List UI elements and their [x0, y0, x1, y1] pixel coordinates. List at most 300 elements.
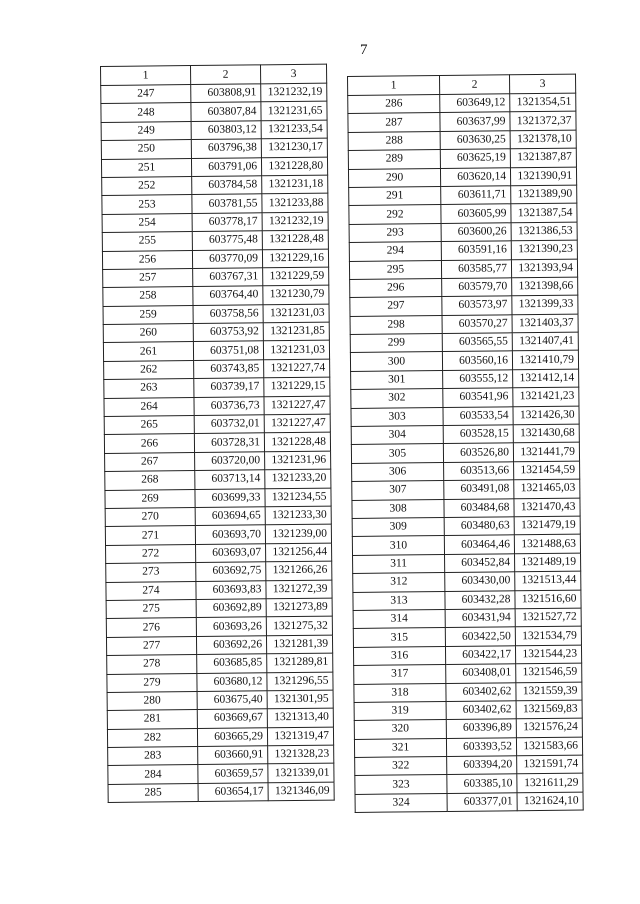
y-coordinate-cell: 1321489,19 [515, 553, 581, 572]
x-coordinate-cell: 603600,26 [441, 223, 511, 242]
x-coordinate-cell: 603591,16 [441, 241, 511, 260]
x-coordinate-cell: 603778,17 [192, 213, 262, 232]
y-coordinate-cell: 1321403,37 [512, 314, 578, 333]
point-number-cell: 248 [101, 103, 191, 122]
point-number-cell: 274 [106, 581, 196, 600]
y-coordinate-cell: 1321231,03 [263, 304, 329, 323]
header-col-2: 2 [191, 65, 261, 85]
point-number-cell: 258 [103, 287, 193, 306]
point-number-cell: 309 [352, 517, 444, 536]
table-row [106, 616, 332, 637]
table-row [105, 451, 331, 472]
x-coordinate-cell: 603394,20 [447, 756, 517, 775]
table-row [108, 745, 334, 766]
y-coordinate-cell: 1321233,30 [265, 506, 331, 525]
x-coordinate-cell: 603377,01 [447, 793, 517, 812]
y-coordinate-cell: 1321228,48 [264, 433, 330, 452]
point-number-cell: 288 [348, 131, 440, 150]
point-number-cell: 273 [106, 563, 196, 582]
x-coordinate-cell: 603385,10 [447, 774, 517, 793]
y-coordinate-cell: 1321426,30 [513, 406, 579, 425]
table-row [107, 690, 333, 711]
x-coordinate-cell: 603753,92 [193, 323, 263, 342]
table-row [108, 782, 334, 803]
point-number-cell: 261 [103, 342, 193, 361]
y-coordinate-cell: 1321228,48 [262, 230, 328, 249]
table-row [348, 111, 576, 132]
x-coordinate-cell: 603560,16 [442, 351, 512, 370]
table-row [349, 222, 577, 243]
point-number-cell: 275 [106, 599, 196, 618]
table-row [350, 314, 578, 335]
header-col-3: 3 [509, 74, 575, 94]
x-coordinate-cell: 603669,67 [197, 709, 267, 728]
header-col-3: 3 [260, 64, 326, 84]
table-row [105, 488, 331, 509]
y-coordinate-cell: 1321441,79 [513, 443, 579, 462]
table-row [102, 249, 328, 270]
point-number-cell: 250 [101, 140, 191, 159]
table-row [107, 708, 333, 729]
y-coordinate-cell: 1321527,72 [515, 608, 581, 627]
y-coordinate-cell: 1321454,59 [514, 461, 580, 480]
y-coordinate-cell: 1321624,10 [517, 792, 583, 811]
point-number-cell: 272 [106, 544, 196, 563]
y-coordinate-cell: 1321399,33 [512, 295, 578, 314]
x-coordinate-cell: 603693,07 [196, 544, 266, 563]
table-row [354, 737, 582, 758]
table-row [105, 469, 331, 490]
y-coordinate-cell: 1321281,39 [266, 635, 332, 654]
table-row [350, 277, 578, 298]
x-coordinate-cell: 603713,14 [195, 470, 265, 489]
x-coordinate-cell: 603728,31 [194, 433, 264, 452]
table-row [106, 598, 332, 619]
x-coordinate-cell: 603659,57 [198, 764, 268, 783]
point-number-cell: 312 [353, 573, 445, 592]
y-coordinate-cell: 1321339,01 [268, 764, 334, 783]
point-number-cell: 282 [107, 728, 197, 747]
y-coordinate-cell: 1321346,09 [268, 782, 334, 801]
table-row [354, 682, 582, 703]
table-row [104, 359, 330, 380]
table-row [348, 167, 576, 188]
point-number-cell: 307 [352, 481, 444, 500]
x-coordinate-cell: 603791,06 [191, 157, 261, 176]
point-number-cell: 297 [350, 297, 442, 316]
y-coordinate-cell: 1321393,94 [511, 259, 577, 278]
point-number-cell: 280 [107, 691, 197, 710]
table-row [106, 543, 332, 564]
x-coordinate-cell: 603675,40 [197, 691, 267, 710]
x-coordinate-cell: 603803,12 [191, 121, 261, 140]
x-coordinate-cell: 603739,17 [194, 378, 264, 397]
x-coordinate-cell: 603693,83 [196, 580, 266, 599]
y-coordinate-cell: 1321513,44 [515, 571, 581, 590]
x-coordinate-cell: 603605,99 [441, 204, 511, 223]
table-row [351, 406, 579, 427]
y-coordinate-cell: 1321233,54 [261, 120, 327, 139]
table-row [352, 479, 580, 500]
y-coordinate-cell: 1321591,74 [517, 755, 583, 774]
x-coordinate-cell: 603665,29 [197, 727, 267, 746]
x-coordinate-cell: 603620,14 [440, 167, 510, 186]
x-coordinate-cell: 603393,52 [446, 737, 516, 756]
point-number-cell: 314 [353, 609, 445, 628]
y-coordinate-cell: 1321534,79 [515, 626, 581, 645]
y-coordinate-cell: 1321233,88 [262, 193, 328, 212]
x-coordinate-cell: 603630,25 [440, 131, 510, 150]
table-header-row [101, 64, 327, 85]
point-number-cell: 269 [105, 489, 195, 508]
y-coordinate-cell: 1321387,87 [510, 148, 576, 167]
table-header-row [348, 74, 576, 95]
point-number-cell: 267 [105, 452, 195, 471]
table-row [355, 774, 583, 795]
y-coordinate-cell: 1321412,14 [513, 369, 579, 388]
y-coordinate-cell: 1321398,66 [512, 277, 578, 296]
point-number-cell: 296 [350, 278, 442, 297]
x-coordinate-cell: 603736,73 [194, 396, 264, 415]
coordinates-table-right [347, 74, 584, 814]
y-coordinate-cell: 1321569,83 [516, 700, 582, 719]
y-coordinate-cell: 1321421,23 [513, 387, 579, 406]
table-row [353, 645, 581, 666]
table-row [107, 727, 333, 748]
point-number-cell: 271 [105, 526, 195, 545]
x-coordinate-cell: 603796,38 [191, 139, 261, 158]
point-number-cell: 251 [101, 158, 191, 177]
table-row [354, 718, 582, 739]
x-coordinate-cell: 603431,94 [445, 609, 515, 628]
table-row [352, 516, 580, 537]
y-coordinate-cell: 1321583,66 [516, 737, 582, 756]
point-number-cell: 265 [104, 416, 194, 435]
x-coordinate-cell: 603408,01 [446, 664, 516, 683]
point-number-cell: 295 [349, 260, 441, 279]
y-coordinate-cell: 1321229,16 [262, 249, 328, 268]
y-coordinate-cell: 1321410,79 [512, 351, 578, 370]
x-coordinate-cell: 603781,55 [192, 194, 262, 213]
table-row [105, 524, 331, 545]
point-number-cell: 313 [353, 591, 445, 610]
point-number-cell: 263 [104, 379, 194, 398]
table-row [348, 148, 576, 169]
y-coordinate-cell: 1321231,65 [261, 102, 327, 121]
x-coordinate-cell: 603422,50 [445, 627, 515, 646]
x-coordinate-cell: 603784,58 [192, 176, 262, 195]
y-coordinate-cell: 1321470,43 [514, 498, 580, 517]
y-coordinate-cell: 1321229,15 [264, 377, 330, 396]
y-coordinate-cell: 1321390,91 [510, 167, 576, 186]
point-number-cell: 256 [102, 250, 192, 269]
x-coordinate-cell: 603541,96 [443, 388, 513, 407]
y-coordinate-cell: 1321465,03 [514, 479, 580, 498]
page-number: 7 [360, 42, 368, 58]
x-coordinate-cell: 603720,00 [195, 452, 265, 471]
point-number-cell: 257 [103, 268, 193, 287]
table-row [107, 672, 333, 693]
y-coordinate-cell: 1321227,47 [264, 414, 330, 433]
x-coordinate-cell: 603452,84 [445, 554, 515, 573]
x-coordinate-cell: 603491,08 [444, 480, 514, 499]
x-coordinate-cell: 603743,85 [194, 360, 264, 379]
x-coordinate-cell: 603732,01 [194, 415, 264, 434]
x-coordinate-cell: 603808,91 [191, 84, 261, 103]
table-row [348, 130, 576, 151]
point-number-cell: 249 [101, 121, 191, 140]
point-number-cell: 308 [352, 499, 444, 518]
table-row [349, 185, 577, 206]
point-number-cell: 279 [107, 673, 197, 692]
point-number-cell: 300 [350, 352, 442, 371]
y-coordinate-cell: 1321275,32 [266, 616, 332, 635]
y-coordinate-cell: 1321488,63 [514, 534, 580, 553]
point-number-cell: 264 [104, 397, 194, 416]
table-row [101, 120, 327, 141]
x-coordinate-cell: 603692,75 [196, 562, 266, 581]
point-number-cell: 324 [355, 793, 447, 812]
y-coordinate-cell: 1321296,55 [267, 672, 333, 691]
x-coordinate-cell: 603625,19 [440, 149, 510, 168]
x-coordinate-cell: 603693,70 [195, 525, 265, 544]
y-coordinate-cell: 1321387,54 [511, 203, 577, 222]
table-row [103, 322, 329, 343]
y-coordinate-cell: 1321231,96 [265, 451, 331, 470]
x-coordinate-cell: 603484,68 [444, 498, 514, 517]
y-coordinate-cell: 1321372,37 [510, 111, 576, 130]
x-coordinate-cell: 603526,80 [443, 443, 513, 462]
header-col-1: 1 [348, 76, 440, 96]
x-coordinate-cell: 603692,89 [196, 599, 266, 618]
point-number-cell: 290 [348, 168, 440, 187]
point-number-cell: 317 [354, 665, 446, 684]
y-coordinate-cell: 1321232,19 [261, 83, 327, 102]
y-coordinate-cell: 1321576,24 [516, 718, 582, 737]
y-coordinate-cell: 1321546,59 [516, 663, 582, 682]
y-coordinate-cell: 1321231,85 [263, 322, 329, 341]
table-row [348, 93, 576, 114]
y-coordinate-cell: 1321386,53 [511, 222, 577, 241]
point-number-cell: 281 [107, 710, 197, 729]
point-number-cell: 255 [102, 232, 192, 251]
y-coordinate-cell: 1321390,23 [511, 240, 577, 259]
table-row [104, 433, 330, 454]
point-number-cell: 291 [349, 186, 441, 205]
y-coordinate-cell: 1321239,00 [265, 524, 331, 543]
table-row [102, 193, 328, 214]
table-row [354, 700, 582, 721]
point-number-cell: 320 [354, 720, 446, 739]
point-number-cell: 299 [350, 334, 442, 353]
y-coordinate-cell: 1321256,44 [266, 543, 332, 562]
table-row [101, 138, 327, 159]
x-coordinate-cell: 603402,62 [446, 701, 516, 720]
point-number-cell: 304 [351, 426, 443, 445]
point-number-cell: 247 [101, 85, 191, 104]
x-coordinate-cell: 603660,91 [198, 746, 268, 765]
table-row [103, 285, 329, 306]
y-coordinate-cell: 1321230,17 [261, 138, 327, 157]
x-coordinate-cell: 603573,97 [442, 296, 512, 315]
point-number-cell: 298 [350, 315, 442, 334]
y-coordinate-cell: 1321319,47 [267, 727, 333, 746]
table-row [355, 755, 583, 776]
table-row [104, 377, 330, 398]
x-coordinate-cell: 603693,26 [196, 617, 266, 636]
x-coordinate-cell: 603611,71 [441, 186, 511, 205]
table-row [353, 608, 581, 629]
y-coordinate-cell: 1321227,47 [264, 396, 330, 415]
table-row [106, 580, 332, 601]
x-coordinate-cell: 603396,89 [446, 719, 516, 738]
x-coordinate-cell: 603513,66 [444, 462, 514, 481]
x-coordinate-cell: 603770,09 [192, 249, 262, 268]
y-coordinate-cell: 1321234,55 [265, 488, 331, 507]
table-row [102, 175, 328, 196]
point-number-cell: 284 [108, 765, 198, 784]
point-number-cell: 270 [105, 508, 195, 527]
point-number-cell: 311 [353, 554, 445, 573]
table-row [104, 414, 330, 435]
y-coordinate-cell: 1321479,19 [514, 516, 580, 535]
point-number-cell: 294 [349, 242, 441, 261]
x-coordinate-cell: 603807,84 [191, 102, 261, 121]
y-coordinate-cell: 1321228,80 [261, 157, 327, 176]
point-number-cell: 321 [354, 738, 446, 757]
x-coordinate-cell: 603775,48 [192, 231, 262, 250]
y-coordinate-cell: 1321266,26 [266, 561, 332, 580]
table-row [103, 341, 329, 362]
point-number-cell: 322 [355, 757, 447, 776]
table-row [352, 534, 580, 555]
x-coordinate-cell: 603751,08 [193, 341, 263, 360]
point-number-cell: 286 [348, 95, 440, 114]
point-number-cell: 260 [103, 324, 193, 343]
point-number-cell: 293 [349, 223, 441, 242]
table-row [353, 553, 581, 574]
table-row [103, 304, 329, 325]
point-number-cell: 323 [355, 775, 447, 794]
x-coordinate-cell: 603758,56 [193, 304, 263, 323]
x-coordinate-cell: 603570,27 [442, 314, 512, 333]
x-coordinate-cell: 603699,33 [195, 488, 265, 507]
x-coordinate-cell: 603464,46 [444, 535, 514, 554]
y-coordinate-cell: 1321407,41 [512, 332, 578, 351]
table-row [350, 351, 578, 372]
x-coordinate-cell: 603764,40 [193, 286, 263, 305]
point-number-cell: 285 [108, 783, 198, 802]
x-coordinate-cell: 603649,12 [440, 94, 510, 113]
header-col-1: 1 [101, 66, 191, 86]
x-coordinate-cell: 603680,12 [197, 672, 267, 691]
table-row [349, 240, 577, 261]
x-coordinate-cell: 603528,15 [443, 425, 513, 444]
table-row [102, 230, 328, 251]
table-row [101, 102, 327, 123]
y-coordinate-cell: 1321289,81 [267, 653, 333, 672]
x-coordinate-cell: 603432,28 [445, 590, 515, 609]
x-coordinate-cell: 603685,85 [197, 654, 267, 673]
y-coordinate-cell: 1321611,29 [517, 774, 583, 793]
y-coordinate-cell: 1321328,23 [268, 745, 334, 764]
table-row [351, 443, 579, 464]
table-row [106, 635, 332, 656]
point-number-cell: 252 [102, 176, 192, 195]
x-coordinate-cell: 603555,12 [443, 370, 513, 389]
table-row [101, 83, 327, 104]
x-coordinate-cell: 603585,77 [441, 259, 511, 278]
point-number-cell: 301 [351, 370, 443, 389]
point-number-cell: 302 [351, 389, 443, 408]
table-row [349, 203, 577, 224]
point-number-cell: 303 [351, 407, 443, 426]
coordinates-table-left [100, 64, 335, 804]
point-number-cell: 310 [352, 536, 444, 555]
y-coordinate-cell: 1321430,68 [513, 424, 579, 443]
point-number-cell: 253 [102, 195, 192, 214]
x-coordinate-cell: 603430,00 [445, 572, 515, 591]
x-coordinate-cell: 603694,65 [195, 507, 265, 526]
point-number-cell: 292 [349, 205, 441, 224]
point-number-cell: 306 [352, 462, 444, 481]
point-number-cell: 276 [106, 618, 196, 637]
point-number-cell: 283 [108, 747, 198, 766]
table-row [352, 498, 580, 519]
y-coordinate-cell: 1321230,79 [263, 285, 329, 304]
x-coordinate-cell: 603692,26 [196, 636, 266, 655]
table-row [351, 369, 579, 390]
point-number-cell: 259 [103, 305, 193, 324]
point-number-cell: 289 [348, 150, 440, 169]
y-coordinate-cell: 1321231,03 [263, 341, 329, 360]
table-row [103, 267, 329, 288]
table-row [354, 663, 582, 684]
point-number-cell: 277 [106, 636, 196, 655]
point-number-cell: 318 [354, 683, 446, 702]
x-coordinate-cell: 603402,62 [446, 682, 516, 701]
x-coordinate-cell: 603654,17 [198, 783, 268, 802]
y-coordinate-cell: 1321231,18 [262, 175, 328, 194]
y-coordinate-cell: 1321313,40 [267, 708, 333, 727]
y-coordinate-cell: 1321389,90 [511, 185, 577, 204]
table-row [353, 590, 581, 611]
x-coordinate-cell: 603533,54 [443, 406, 513, 425]
table-row [350, 295, 578, 316]
x-coordinate-cell: 603422,17 [445, 645, 515, 664]
y-coordinate-cell: 1321559,39 [516, 682, 582, 701]
table-row [106, 561, 332, 582]
table-row [108, 764, 334, 785]
point-number-cell: 268 [105, 471, 195, 490]
y-coordinate-cell: 1321229,59 [263, 267, 329, 286]
y-coordinate-cell: 1321354,51 [510, 93, 576, 112]
header-col-2: 2 [440, 75, 510, 95]
y-coordinate-cell: 1321273,89 [266, 598, 332, 617]
table-row [353, 571, 581, 592]
y-coordinate-cell: 1321233,20 [265, 469, 331, 488]
x-coordinate-cell: 603637,99 [440, 112, 510, 131]
point-number-cell: 278 [107, 655, 197, 674]
table-row [351, 424, 579, 445]
point-number-cell: 266 [104, 434, 194, 453]
y-coordinate-cell: 1321544,23 [515, 645, 581, 664]
y-coordinate-cell: 1321378,10 [510, 130, 576, 149]
y-coordinate-cell: 1321301,95 [267, 690, 333, 709]
x-coordinate-cell: 603767,31 [193, 268, 263, 287]
table-row [351, 387, 579, 408]
x-coordinate-cell: 603565,55 [442, 333, 512, 352]
